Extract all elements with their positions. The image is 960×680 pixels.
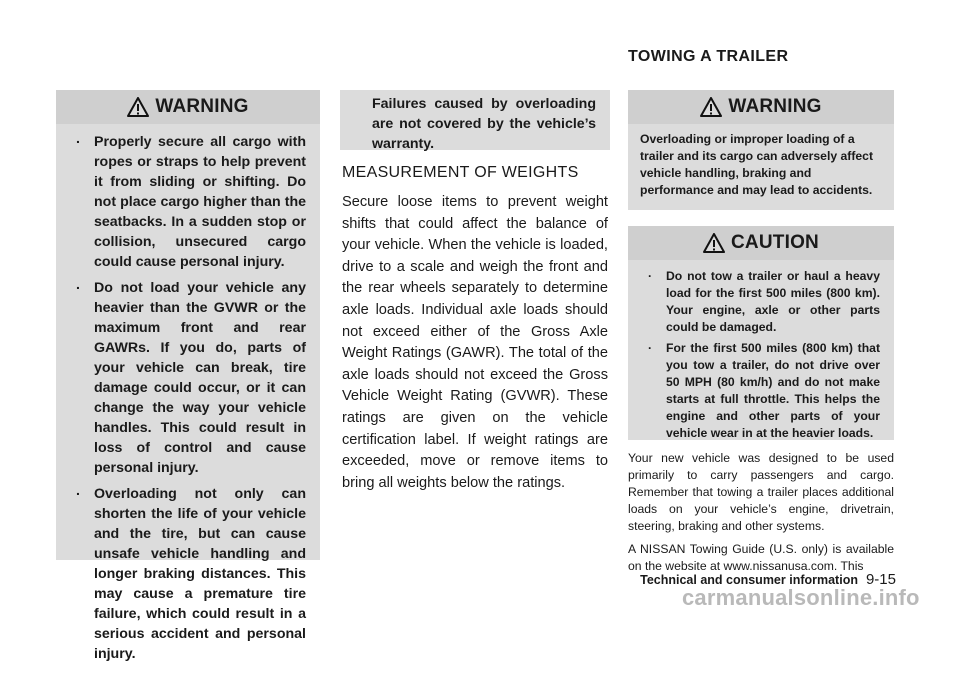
list-item: . Properly secure all cargo with ropes or straps to help prevent it from sliding or shifting. Do not place cargo higher than the seatbacks. In a sudden stop or collision, unsecured cargo could cause personal injury.: [70, 132, 306, 272]
right-warning-title: WARNING: [728, 96, 822, 117]
right-caution-title: CAUTION: [731, 232, 819, 253]
measurement-section: [342, 164, 608, 494]
measurement-body: Secure loose items to prevent weight shifts that could affect the balance of your vehicle. When the vehicle is loaded, drive to a scale and weigh the front and the rear wheels separately to determine axle loads. Individual axle loads should not exceed either of the Gross Axle Weight Ratings (GAWR). The total of the axle loads should not exceed the Gross Vehicle Weight Rating (GVWR). These ratings are given on the vehicle certification label. If weight ratings are exceeded, move or remove items to bring all weights below the ratings.: [342, 194, 608, 491]
section-title: TOWING A TRAILER: [628, 48, 789, 65]
left-warning-header: [56, 90, 320, 124]
right-warning-header: [628, 90, 894, 124]
list-item: . For the first 500 miles (800 km) that you tow a trailer, do not drive over 50 MPH (80 km/h) and do not make starts at full throttle. This helps the engine and other parts of your vehicle wear in at the heavier loads.: [642, 340, 880, 442]
list-item: . Do not tow a trailer or haul a heavy load for the first 500 miles (800 km). Your engine, axle or other parts could be damaged.: [642, 268, 880, 336]
warning-triangle-icon: [127, 97, 149, 117]
left-warning-title: WARNING: [155, 96, 249, 117]
middle-warning-continuation: [340, 90, 610, 150]
towing-paragraph-1: Your new vehicle was designed to be used primarily to carry passengers and cargo. Remember that towing a trailer places additional loads on your vehicle’s engine, drivetrain, steering, braking and other systems.: [628, 451, 894, 533]
right-warning-box: [628, 90, 894, 210]
towing-body: [628, 450, 894, 575]
left-warning-list: [56, 124, 320, 680]
watermark: carmanualsonline.info: [682, 585, 920, 610]
right-caution-box: [628, 226, 894, 440]
right-caution-list: [628, 260, 894, 456]
right-warning-text: Overloading or improper loading of a trailer and its cargo can adversely affect vehicle handling, braking and performance and may lead to accidents.: [640, 132, 874, 197]
continued-warning-text: Failures caused by overloading are not covered by the vehicle’s warranty.: [372, 96, 596, 152]
warning-triangle-icon: [703, 233, 725, 253]
list-item: . Overloading not only can shorten the life of your vehicle and the tire, but can cause unsafe vehicle handling and longer braking distances. This may cause a premature tire failure, which could result in a serious accident and personal injury.: [70, 484, 306, 664]
page-number: 9-15: [865, 571, 896, 588]
right-caution-header: [628, 226, 894, 260]
list-item: . Do not load your vehicle any heavier than the GVWR or the maximum front and rear GAWRs. If you do, parts of your vehicle can break, tire damage could occur, or it can change the way your vehicle handles. This could result in loss of control and cause personal injury.: [70, 278, 306, 478]
left-warning-box: [56, 90, 320, 662]
warning-triangle-icon: [700, 97, 722, 117]
measurement-heading: MEASUREMENT OF WEIGHTS: [342, 164, 579, 181]
footer-section-label: Technical and consumer information: [640, 573, 858, 587]
towing-paragraph-2: A NISSAN Towing Guide (U.S. only) is available on the website at www.nissanusa.com. This: [628, 542, 894, 573]
